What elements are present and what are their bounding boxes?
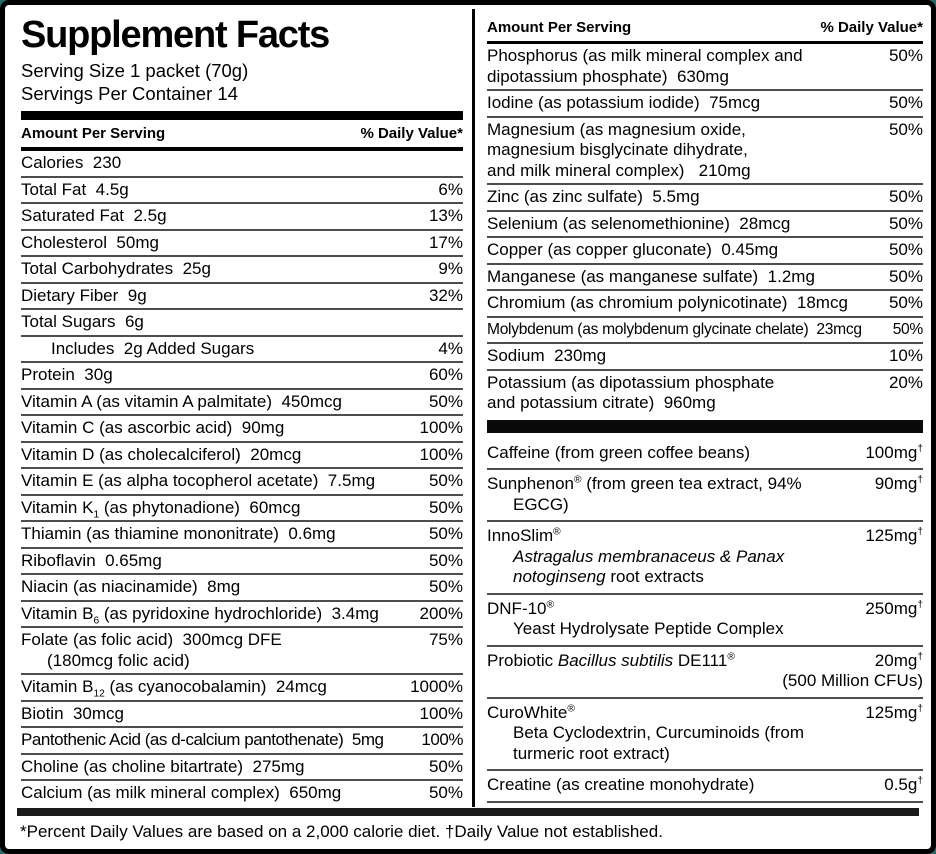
- nutrient-name: Total Fat 4.5g: [21, 179, 129, 199]
- daily-value: 100%: [419, 703, 463, 723]
- nutrient-description-line: Astragalus membranaceus & Panax: [513, 546, 785, 566]
- daily-value: 50%: [888, 266, 923, 286]
- label-title: Supplement Facts: [21, 14, 330, 56]
- nutrient-row: [487, 439, 923, 471]
- nutrient-name: InnoSlim® Astragalus membranaceus & Panax notoginseng root extracts: [487, 526, 859, 588]
- nutrient-name: Magnesium (as magnesium oxide, magnesium bisglycinate dihydrate, and milk mineral complex) 210mg: [487, 120, 883, 182]
- section-divider-bar: [487, 420, 923, 433]
- daily-value: 200%: [419, 603, 463, 623]
- daily-value: 100%: [419, 418, 463, 437]
- nutrient-row: [487, 803, 923, 806]
- nutrient-row: [21, 231, 463, 258]
- daily-value: 9%: [438, 259, 463, 278]
- daily-value: 75%: [428, 630, 463, 649]
- nutrient-row: [487, 118, 923, 186]
- daily-value: 90mg†: [874, 474, 923, 493]
- nutrient-row: [21, 443, 463, 470]
- nutrient-row: [21, 755, 463, 782]
- daily-value: 20%: [888, 372, 923, 392]
- nutrient-row: [487, 291, 923, 318]
- daily-value: 50%: [428, 497, 463, 517]
- nutrient-row: [21, 151, 463, 178]
- nutrient-name: Probiotic Bacillus subtilis DE111®: [487, 650, 735, 670]
- nutrient-row: [21, 204, 463, 231]
- daily-value: 50%: [888, 240, 923, 259]
- nutrient-name: Dietary Fiber 9g: [21, 285, 147, 305]
- nutrient-row: [21, 728, 463, 755]
- nutrient-name: Calcium (as milk mineral complex) 650mg: [21, 783, 342, 802]
- left-nutrient-rows: [21, 151, 463, 805]
- nutrient-name: Folate (as folic acid) 300mcg DFE (180mcg folic acid): [21, 630, 423, 671]
- nutrient-row: [21, 363, 463, 390]
- daily-value: 100mg†: [865, 442, 923, 462]
- daily-value: 1000%: [410, 677, 463, 696]
- right-nutrient-rows: [487, 44, 923, 805]
- nutrient-row: [487, 265, 923, 292]
- nutrient-name: Cholesterol 50mg: [21, 232, 159, 252]
- header-divider-bar: [21, 111, 463, 120]
- nutrient-name-continuation: and milk mineral complex) 210mg: [487, 160, 751, 180]
- nutrient-name: DNF-10® Yeast Hydrolysate Peptide Complex: [487, 599, 859, 640]
- nutrient-row: [21, 337, 463, 364]
- daily-value: 50%: [888, 46, 923, 65]
- nutrient-row: [21, 284, 463, 311]
- nutrient-name: Copper (as copper gluconate) 0.45mg: [487, 240, 779, 259]
- daily-value: 50%: [888, 119, 923, 139]
- servings-per-container-text: Servings Per Container 14: [21, 83, 238, 104]
- daily-value: 32%: [428, 285, 463, 305]
- daily-value-header: % Daily Value*: [820, 19, 923, 36]
- nutrient-row: [21, 469, 463, 496]
- daily-value: 20mg† (500 Million CFUs): [782, 650, 923, 690]
- nutrient-name: Riboflavin 0.65mg: [21, 550, 162, 570]
- daily-value: 4%: [438, 338, 463, 358]
- nutrient-name: Choline (as choline bitartrate) 275mg: [21, 756, 305, 776]
- nutrient-name: Vitamin $K_1$ (as phytonadione) 60mcg: [21, 497, 301, 520]
- daily-value: 50%: [428, 577, 463, 596]
- nutrient-row: [487, 185, 923, 212]
- nutrient-row: [21, 416, 463, 443]
- nutrient-name: Potassium (as dipotassium phosphate and potassium citrate) 960mg: [487, 373, 883, 414]
- daily-value: 13%: [428, 206, 463, 225]
- nutrient-row: [487, 238, 923, 265]
- nutrient-description-line: EGCG): [513, 494, 569, 514]
- daily-value: 50%: [888, 93, 923, 112]
- left-column: [21, 11, 463, 805]
- nutrient-name: Vitamin E (as alpha tocopherol acetate) 7.5mg: [21, 471, 376, 490]
- nutrient-row: [21, 257, 463, 284]
- nutrient-row: [21, 702, 463, 729]
- amount-per-serving-header: Amount Per Serving: [21, 125, 166, 142]
- nutrient-name: Chromium (as chromium polynicotinate) 18mcg: [487, 293, 848, 312]
- nutrient-row: [21, 522, 463, 549]
- nutrient-name: Iodine (as potassium iodide) 75mcg: [487, 93, 761, 112]
- daily-value: 50%: [428, 524, 463, 543]
- nutrient-row: [487, 44, 923, 91]
- nutrient-name: Biotin 30mcg: [21, 703, 124, 723]
- nutrient-row: [21, 575, 463, 602]
- nutrient-row: [21, 496, 463, 523]
- nutrient-row: [487, 318, 923, 345]
- nutrient-name: Calories 230: [21, 153, 122, 172]
- amount-per-serving-header: Amount Per Serving: [487, 19, 632, 36]
- nutrient-name: CuroWhite® Beta Cyclodextrin, Curcuminoids (from turmeric root extract): [487, 703, 859, 765]
- nutrient-row: [487, 647, 923, 699]
- nutrient-row: [487, 470, 923, 522]
- nutrient-row: [487, 344, 923, 371]
- nutrient-row: [21, 675, 463, 702]
- nutrient-name: Vitamin C (as ascorbic acid) 90mg: [21, 418, 285, 437]
- nutrient-row: [21, 310, 463, 337]
- nutrient-name: Vitamin $B_6$ (as pyridoxine hydrochloride) 3.4mg: [21, 603, 379, 626]
- nutrient-name: Selenium (as selenomethionine) 28mcg: [487, 213, 791, 233]
- column-divider: [472, 9, 475, 807]
- daily-value: 60%: [428, 365, 463, 384]
- serving-size-text: Serving Size 1 packet (70g): [21, 60, 249, 81]
- daily-value: 125mg†: [865, 526, 923, 545]
- daily-value: 50%: [428, 391, 463, 411]
- nutrient-name: Vitamin $B_{12}$ (as cyanocobalamin) 24mcg: [21, 677, 327, 700]
- nutrient-name: Phosphorus (as milk mineral complex and dipotassium phosphate) 630mg: [487, 46, 883, 87]
- footnote-text: *Percent Daily Values are based on a 2,000 calorie diet. †Daily Value not established.: [20, 822, 663, 841]
- daily-value: 50%: [888, 213, 923, 233]
- daily-value: 50%: [428, 783, 463, 802]
- daily-value: 17%: [428, 232, 463, 252]
- nutrient-name: Total Sugars 6g: [21, 312, 144, 331]
- nutrient-row: [21, 178, 463, 205]
- nutrient-row: [21, 781, 463, 805]
- nutrient-row: [21, 390, 463, 417]
- nutrient-name: Molybdenum (as molybdenum glycinate chelate) 23mcg: [487, 320, 862, 338]
- nutrient-name: Caffeine (from green coffee beans): [487, 442, 751, 462]
- nutrient-name: Vitamin D (as cholecalciferol) 20mcg: [21, 444, 302, 464]
- nutrient-name: Saturated Fat 2.5g: [21, 206, 167, 225]
- daily-value: 0.5g†: [884, 775, 923, 794]
- nutrient-description-line: (180mcg folic acid): [47, 650, 190, 670]
- nutrient-row: [21, 602, 463, 629]
- right-column-header: [487, 11, 923, 44]
- nutrient-name-continuation: dipotassium phosphate) 630mg: [487, 66, 729, 86]
- nutrient-row: [487, 699, 923, 772]
- nutrient-name: Zinc (as zinc sulfate) 5.5mg: [487, 187, 700, 206]
- nutrient-description-line: Beta Cyclodextrin, Curcuminoids (from: [513, 723, 804, 742]
- daily-value: 125mg†: [865, 702, 923, 722]
- nutrient-row: [21, 549, 463, 576]
- daily-value-header: % Daily Value*: [360, 125, 463, 142]
- nutrient-name: Niacin (as niacinamide) 8mg: [21, 577, 241, 596]
- nutrient-name: Includes 2g Added Sugars: [51, 338, 255, 358]
- nutrient-name: Thiamin (as thiamine mononitrate) 0.6mg: [21, 524, 336, 543]
- nutrient-name-continuation: and potassium citrate) 960mg: [487, 393, 716, 412]
- nutrient-name: Sunphenon® (from green tea extract, 94% EGCG): [487, 474, 869, 515]
- daily-value: 50%: [888, 187, 923, 206]
- nutrient-name: Protein 30g: [21, 365, 113, 384]
- nutrient-row: [487, 771, 923, 803]
- nutrient-name-continuation: magnesium bisglycinate dihydrate,: [487, 140, 748, 159]
- footnote-section: [17, 808, 919, 842]
- daily-value: 50%: [428, 550, 463, 570]
- nutrient-row: [21, 628, 463, 675]
- nutrient-row: [487, 595, 923, 647]
- right-column: [487, 11, 923, 805]
- nutrient-name: Vitamin A (as vitamin A palmitate) 450mcg: [21, 391, 342, 411]
- nutrient-name: Creatine (as creatine monohydrate): [487, 775, 755, 794]
- daily-value: 250mg†: [865, 598, 923, 618]
- daily-value: 50%: [892, 320, 923, 338]
- nutrient-name: Total Carbohydrates 25g: [21, 259, 211, 278]
- nutrient-name: Manganese (as manganese sulfate) 1.2mg: [487, 266, 815, 286]
- nutrient-description-line: turmeric root extract): [513, 743, 670, 763]
- nutrient-row: [487, 212, 923, 239]
- daily-value: 6%: [438, 179, 463, 199]
- footnote-divider-bar: [17, 808, 919, 816]
- nutrient-row: [487, 371, 923, 416]
- daily-value: 50%: [428, 756, 463, 776]
- nutrient-name: Sodium 230mg: [487, 346, 607, 365]
- nutrient-row: [487, 522, 923, 595]
- nutrient-description-line: notoginseng root extracts: [513, 567, 704, 586]
- left-column-header: [21, 120, 463, 151]
- nutrient-name: Pantothenic Acid (as d-calcium pantothenate) 5mg: [21, 730, 384, 749]
- daily-value: 10%: [888, 346, 923, 365]
- daily-value: 50%: [888, 293, 923, 312]
- daily-value: 100%: [421, 730, 463, 749]
- nutrient-description-line: Yeast Hydrolysate Peptide Complex: [513, 619, 784, 638]
- daily-value: 50%: [428, 471, 463, 490]
- nutrient-row: [487, 91, 923, 118]
- daily-value: 100%: [419, 444, 463, 464]
